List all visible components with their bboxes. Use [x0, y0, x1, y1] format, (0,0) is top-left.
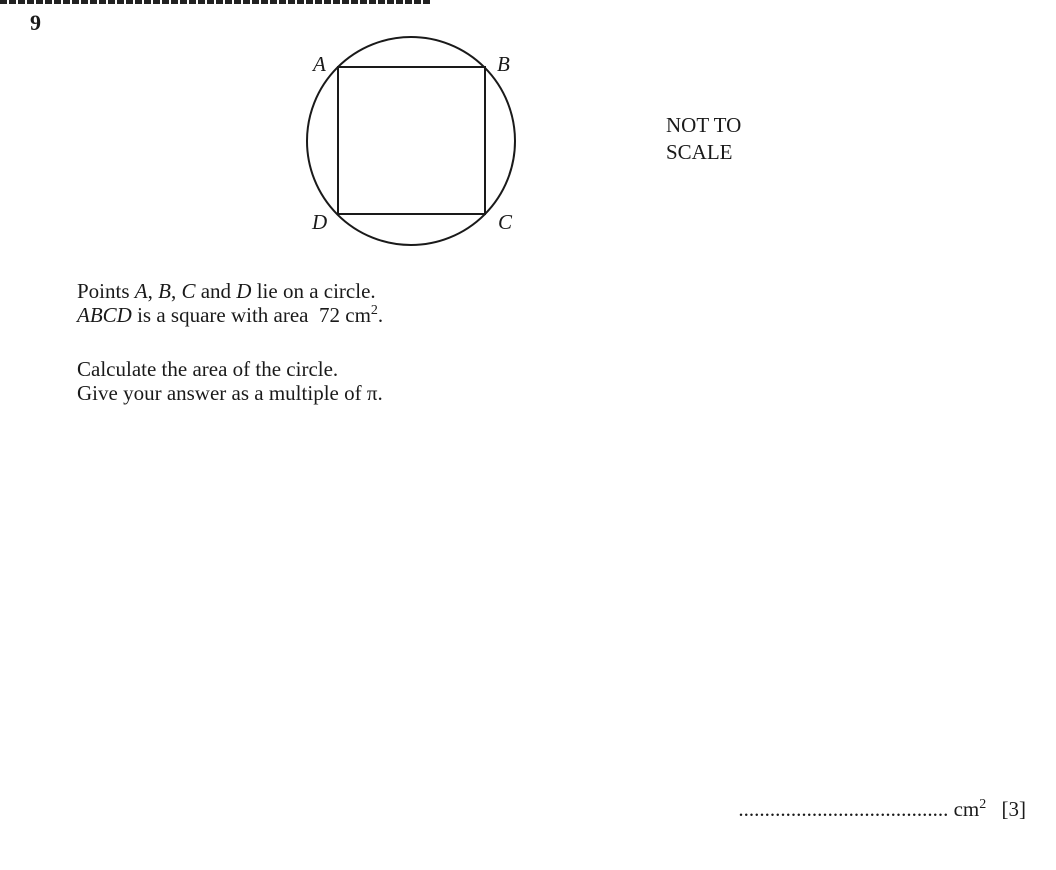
square-name-text: ABCD: [77, 303, 132, 327]
statement-line-1: [77, 279, 383, 303]
text-fragment: Points: [77, 279, 135, 303]
circle-square-diagram: [295, 30, 530, 255]
answer-unit: cm: [953, 797, 980, 821]
answer-unit-exponent: 2: [979, 797, 987, 812]
vertex-label-b: B: [497, 52, 510, 76]
vertex-label-c: C: [498, 210, 513, 234]
task-line-2: Give your answer as a multiple of π.: [77, 381, 383, 405]
marks-allocation: [3]: [1001, 797, 1026, 821]
question-statement: [77, 279, 383, 327]
not-to-scale-note: [666, 112, 741, 166]
vertex-label-d: D: [312, 210, 328, 234]
statement-line-2: [77, 303, 383, 327]
question-number: 9: [30, 10, 41, 35]
point-d-text: D: [236, 279, 252, 303]
text-fragment: ,: [170, 279, 182, 303]
diagram-svg: [295, 30, 530, 255]
answer-dotted-line[interactable]: ........................................: [738, 797, 949, 821]
text-fragment: .: [377, 303, 384, 327]
point-c-text: C: [181, 279, 196, 303]
page-header-strip: [0, 0, 430, 4]
text-fragment: and: [195, 279, 237, 303]
square-abcd: [338, 67, 485, 214]
text-fragment: ,: [147, 279, 159, 303]
question-task: [77, 357, 383, 405]
unit-exponent: 2: [370, 303, 378, 318]
note-line-2: SCALE: [666, 140, 733, 164]
task-line-1: Calculate the area of the circle.: [77, 357, 339, 381]
text-fragment: is a square with area 72 cm: [131, 303, 371, 327]
note-line-1: NOT TO: [666, 113, 742, 137]
answer-area: [738, 797, 1026, 822]
vertex-label-a: A: [313, 52, 326, 76]
point-b-text: B: [158, 279, 171, 303]
text-fragment: lie on a circle.: [251, 279, 376, 303]
point-a-text: A: [134, 279, 148, 303]
